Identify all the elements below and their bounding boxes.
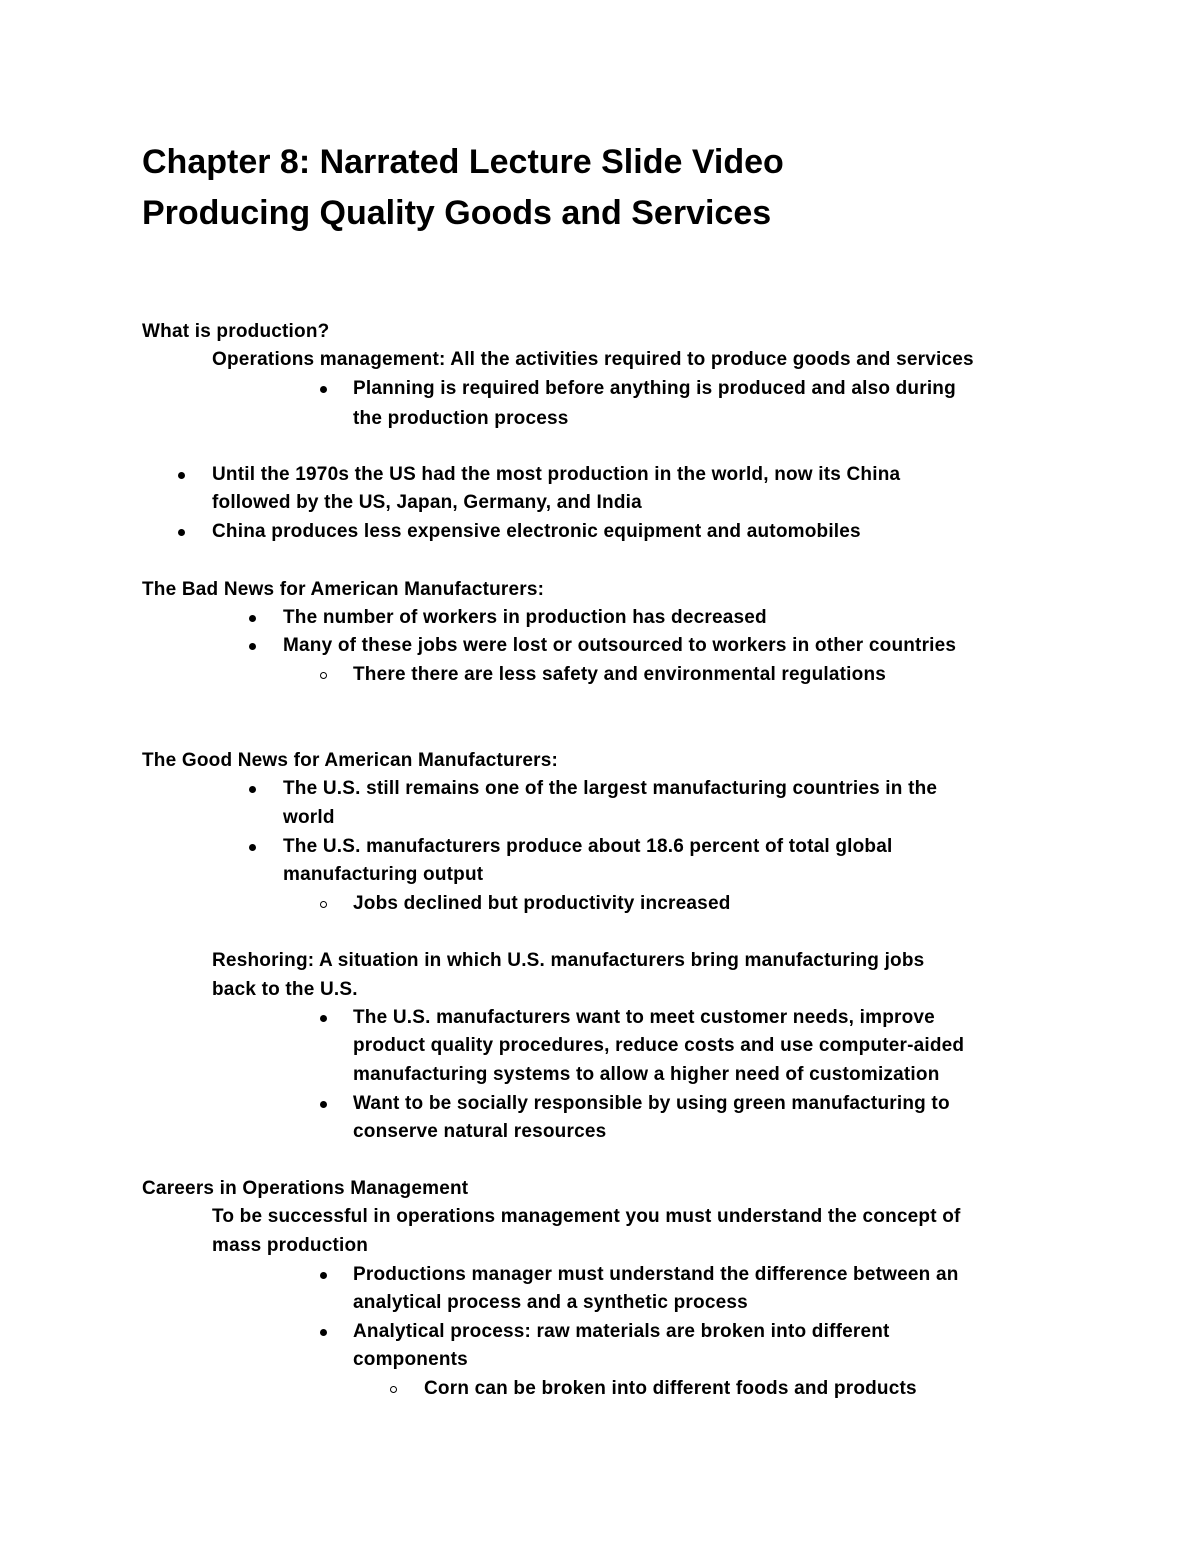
- bullet-icon: [320, 1329, 327, 1336]
- bullet-icon: [178, 529, 185, 536]
- careers-intro-line-1: To be successful in operations management you must understand the concept of: [212, 1206, 961, 1227]
- bullet-icon: [320, 1015, 327, 1022]
- good-news-heading: The Good News for American Manufacturers:: [142, 750, 559, 771]
- good-news-item-1-line-2: world: [283, 807, 335, 828]
- planning-line-1: Planning is required before anything is produced and also during: [353, 378, 956, 399]
- reshoring-item-2-line-2: conserve natural resources: [353, 1121, 607, 1142]
- careers-item-1-line-2: analytical process and a synthetic process: [353, 1292, 748, 1313]
- reshoring-definition-line-1: Reshoring: A situation in which U.S. manufacturers bring manufacturing jobs: [212, 950, 925, 971]
- operations-management-definition: Operations management: All the activities required to produce goods and services: [212, 349, 974, 370]
- bullet-icon: [249, 844, 256, 851]
- bad-news-item-1: The number of workers in production has decreased: [283, 607, 767, 628]
- bullet-icon: [178, 472, 185, 479]
- good-news-item-2-line-1: The U.S. manufacturers produce about 18.6 percent of total global: [283, 836, 893, 857]
- hollow-bullet-icon: [390, 1386, 397, 1393]
- good-news-item-2-line-2: manufacturing output: [283, 864, 484, 885]
- bad-news-subitem-1: There there are less safety and environmental regulations: [353, 664, 887, 685]
- careers-item-2-line-1: Analytical process: raw materials are broken into different: [353, 1321, 890, 1342]
- bullet-icon: [249, 786, 256, 793]
- bullet-icon: [249, 643, 256, 650]
- careers-intro-line-2: mass production: [212, 1235, 369, 1256]
- reshoring-item-2-line-1: Want to be socially responsible by using green manufacturing to: [353, 1093, 950, 1114]
- reshoring-definition-line-2: back to the U.S.: [212, 979, 358, 1000]
- planning-line-2: the production process: [353, 408, 569, 429]
- reshoring-item-1-line-1: The U.S. manufacturers want to meet customer needs, improve: [353, 1007, 935, 1028]
- reshoring-item-1-line-3: manufacturing systems to allow a higher need of customization: [353, 1064, 940, 1085]
- bullet-icon: [320, 1272, 327, 1279]
- us-production-line-1: Until the 1970s the US had the most production in the world, now its China: [212, 464, 901, 485]
- careers-heading: Careers in Operations Management: [142, 1178, 469, 1199]
- bullet-icon: [320, 1101, 327, 1108]
- hollow-bullet-icon: [320, 901, 327, 908]
- bullet-icon: [320, 386, 327, 393]
- hollow-bullet-icon: [320, 672, 327, 679]
- careers-item-1-line-1: Productions manager must understand the difference between an: [353, 1264, 959, 1285]
- careers-subitem-1: Corn can be broken into different foods and products: [424, 1378, 917, 1399]
- good-news-item-1-line-1: The U.S. still remains one of the largest manufacturing countries in the: [283, 778, 938, 799]
- bad-news-item-2: Many of these jobs were lost or outsourced to workers in other countries: [283, 635, 957, 656]
- title-line-2: Producing Quality Goods and Services: [142, 194, 772, 232]
- production-heading: What is production?: [142, 321, 330, 342]
- careers-item-2-line-2: components: [353, 1349, 468, 1370]
- bad-news-heading: The Bad News for American Manufacturers:: [142, 579, 545, 600]
- reshoring-item-1-line-2: product quality procedures, reduce costs and use computer-aided: [353, 1035, 965, 1056]
- china-production-line: China produces less expensive electronic equipment and automobiles: [212, 521, 861, 542]
- us-production-line-2: followed by the US, Japan, Germany, and India: [212, 492, 642, 513]
- bullet-icon: [249, 615, 256, 622]
- title-line-1: Chapter 8: Narrated Lecture Slide Video: [142, 143, 784, 181]
- good-news-subitem-1: Jobs declined but productivity increased: [353, 893, 731, 914]
